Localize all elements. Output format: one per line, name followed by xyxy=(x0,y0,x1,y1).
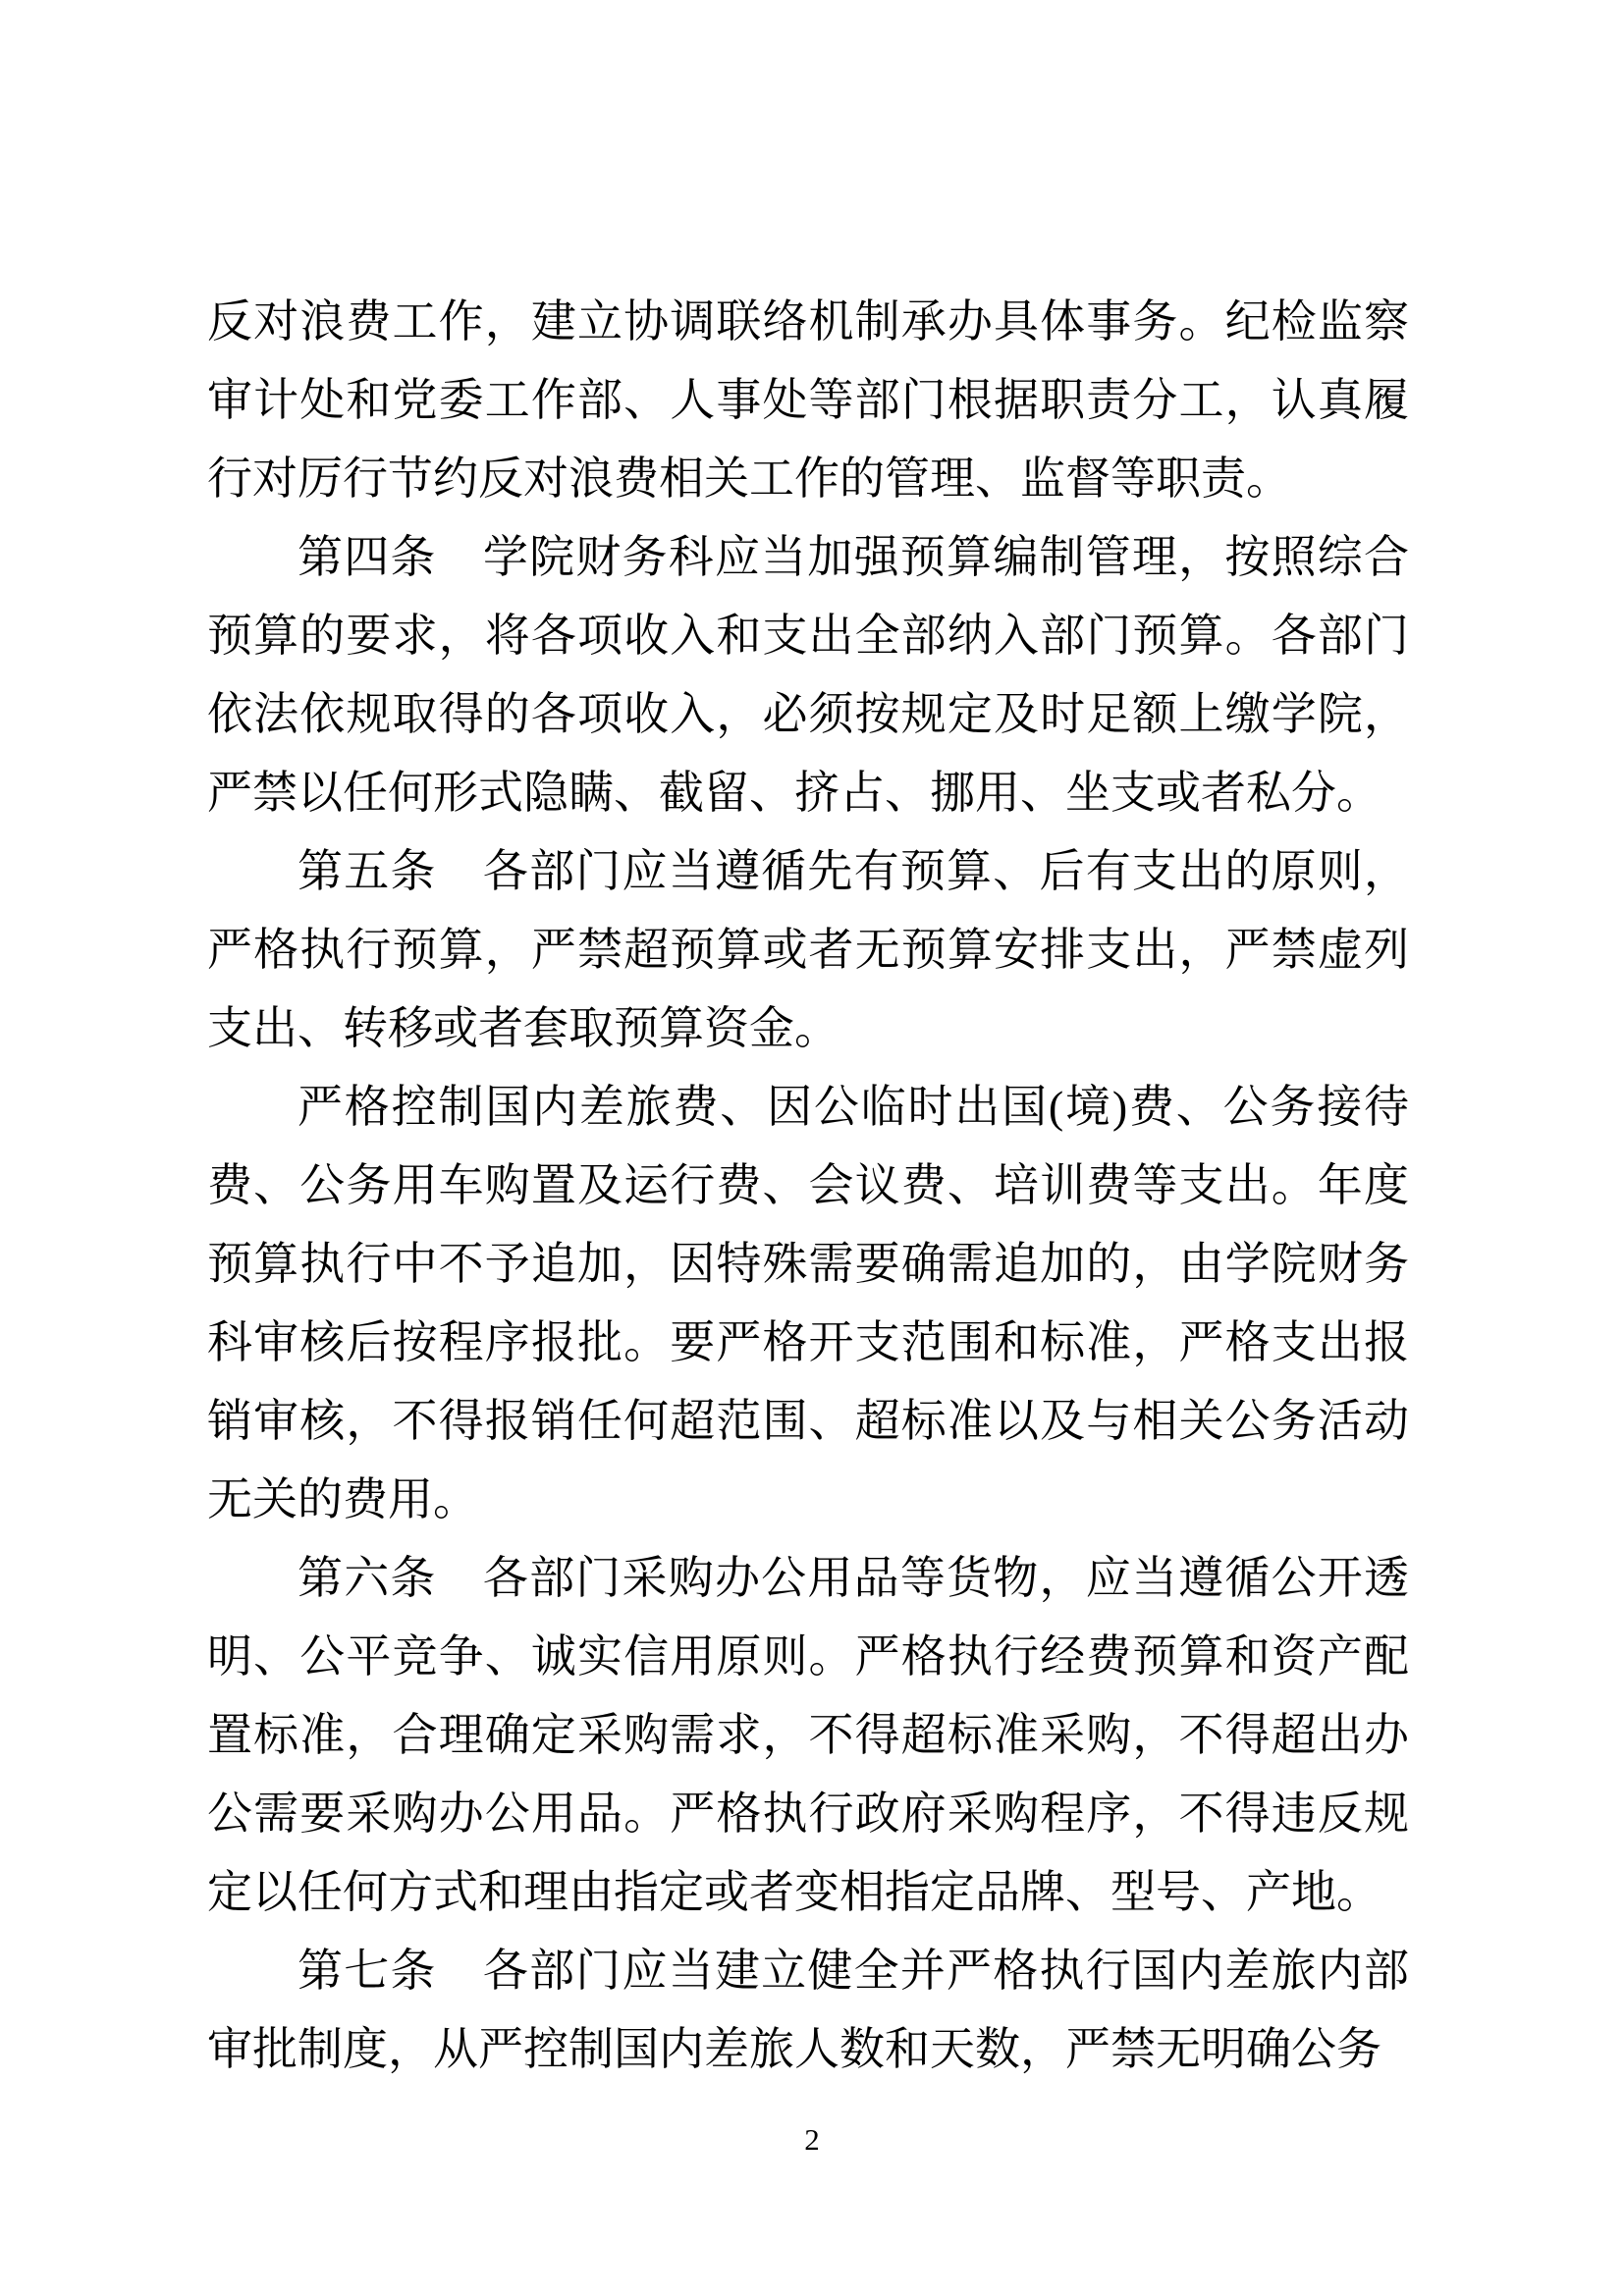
paragraph-article-5-continued: 严格控制国内差旅费、因公临时出国(境)费、公务接待费、公务用车购置及运行费、会议费、培训费等支出。年度预算执行中不予追加，因特殊需要确需追加的，由学院财务科审核后按程序报批。要严格开支范围和标准，严格支出报销审核，不得报销任何超范围、超标准以及与相关公务活动无关的费用。 xyxy=(207,1082,1409,1524)
paragraph-article-4: 第四条 学院财务科应当加强预算编制管理，按照综合预算的要求，将各项收入和支出全部纳入部门预算。各部门依法依规取得的各项收入，必须按规定及时足额上缴学院，严禁以任何形式隐瞒、截留、挤占、挪用、坐支或者私分。 xyxy=(207,532,1409,818)
page-footer xyxy=(0,2120,1624,2160)
paragraph-article-5: 第五条 各部门应当遵循先有预算、后有支出的原则，严格执行预算，严禁超预算或者无预算安排支出，严禁虚列支出、转移或者套取预算资金。 xyxy=(207,846,1409,1053)
page-number: 2 xyxy=(804,2122,820,2157)
paragraph-continuation: 反对浪费工作，建立协调联络机制承办具体事务。纪检监察审计处和党委工作部、人事处等部门根据职责分工，认真履行对厉行节约反对浪费相关工作的管理、监督等职责。 xyxy=(207,296,1409,504)
paragraph-article-7: 第七条 各部门应当建立健全并严格执行国内差旅内部审批制度，从严控制国内差旅人数和天数，严禁无明确公务 xyxy=(207,1946,1409,2074)
paragraph-article-6: 第六条 各部门采购办公用品等货物，应当遵循公开透明、公平竞争、诚实信用原则。严格执行经费预算和资产配置标准，合理确定采购需求，不得超标准采购，不得超出办公需要采购办公用品。严格执行政府采购程序，不得违反规定以任何方式和理由指定或者变相指定品牌、型号、产地。 xyxy=(207,1553,1409,1917)
document-body xyxy=(207,283,1409,2089)
